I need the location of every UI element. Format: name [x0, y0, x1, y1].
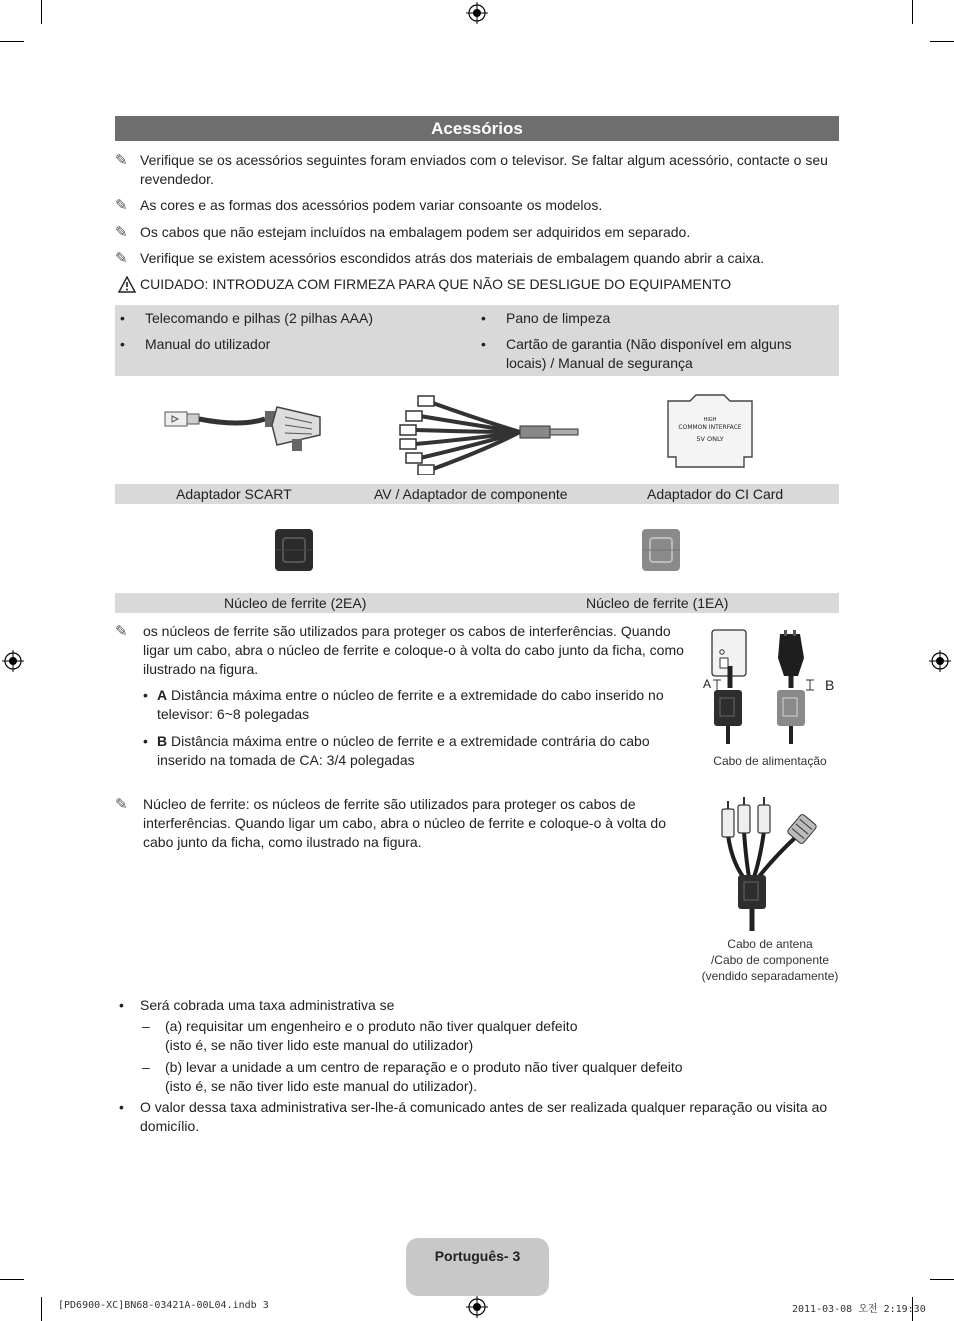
list-item: • O valor dessa taxa administrativa ser-lhe-á comunicado antes de ser realizada qualquer reparação ou visita ao domicílio. [119, 1099, 828, 1134]
crop-mark [0, 1279, 24, 1280]
caption-ferrite-2ea: Núcleo de ferrite (2EA) [224, 595, 367, 611]
caption-scart: Adaptador SCART [176, 486, 292, 502]
note-pencil-icon: ✎ [115, 250, 128, 267]
ci-card-label: 5V ONLY [696, 435, 724, 443]
diagram-label-a: A [703, 677, 712, 691]
note-item: ✎ Os cabos que não estejam incluídos na embalagem podem ser adquiridos em separado. [115, 224, 691, 241]
crop-mark [912, 0, 913, 24]
caption-ferrite-1ea: Núcleo de ferrite (1EA) [586, 595, 729, 611]
ferrite-core-dark-icon [274, 528, 314, 572]
ci-card-adapter-icon [662, 393, 758, 471]
registration-mark-icon [929, 650, 951, 672]
note-pencil-icon: ✎ [115, 197, 128, 214]
crop-mark [930, 41, 954, 42]
note-pencil-icon: ✎ [115, 224, 128, 241]
note-item: ✎ Verifique se existem acessórios escondidos atrás dos materiais de embalagem quando abrir a caixa. [115, 250, 765, 267]
note-pencil-icon: ✎ [115, 152, 128, 169]
note-pencil-icon: ✎ [115, 623, 128, 640]
caption-av-component: AV / Adaptador de componente [374, 486, 568, 502]
note-item: ✎ Verifique se os acessórios seguintes foram enviados com o televisor. Se faltar algum acessório, contacte o seu revendedor. [115, 152, 828, 187]
ferrite-core-gray-icon [641, 528, 681, 572]
list-item: – (b) levar a unidade a um centro de reparação e o produto não tiver qualquer defeito (isto é, se não tiver lido este manual do utilizador). [142, 1059, 683, 1094]
registration-mark-icon [2, 650, 24, 672]
scart-adapter-icon [160, 395, 330, 460]
caution-text: CUIDADO: INTRODUZA COM FIRMEZA PARA QUE NÃO SE DESLIGUE DO EQUIPAMENTO [140, 276, 732, 292]
list-item: • Manual do utilizador [120, 336, 271, 352]
registration-mark-icon [466, 1296, 488, 1318]
page-number-tab: Português- 3 [406, 1238, 549, 1296]
caption-bar [115, 484, 839, 504]
antenna-component-cable-diagram [712, 795, 827, 933]
list-item: • B Distância máxima entre o núcleo de ferrite e a extremidade contrária do cabo inserido na tomada de CA: 3/4 polegadas [143, 733, 650, 768]
ci-card-label: COMMON INTERFACE [678, 424, 742, 431]
note-pencil-icon: ✎ [115, 796, 128, 813]
crop-mark [41, 1297, 42, 1321]
list-item: • Telecomando e pilhas (2 pilhas AAA) [120, 310, 374, 326]
ci-card-label: HIGH [703, 417, 717, 423]
av-component-adapter-icon [390, 390, 590, 475]
list-item: • Pano de limpeza [481, 310, 611, 326]
registration-mark-icon [466, 2, 488, 24]
caption-ci-card: Adaptador do CI Card [647, 486, 784, 502]
ferrite-note-2: ✎ Núcleo de ferrite: os núcleos de ferrite são utilizados para proteger os cabos de interferências. Quando ligar um cabo, abra o núcleo de ferrite e coloque-o à volta do cabo junto da ficha, como ilustrado na figura. [115, 796, 666, 850]
section-title: Acessórios [115, 116, 839, 141]
file-slug: [PD6900-XC]BN68-03421A-00L04.indb 3 [58, 1300, 269, 1311]
note-item: ✎ As cores e as formas dos acessórios podem variar consoante os modelos. [115, 197, 603, 214]
warning-triangle-icon [118, 276, 136, 293]
crop-mark [0, 41, 24, 42]
power-cable-caption: Cabo de alimentação [713, 754, 827, 768]
diagram-label-b: B [825, 677, 835, 693]
timestamp-slug: 2011-03-08 오전 2:19:30 [792, 1304, 926, 1315]
accessories-list [115, 305, 839, 376]
caution-line [115, 275, 840, 294]
ferrite-note: ✎ os núcleos de ferrite são utilizados para proteger os cabos de interferências. Quando ligar um cabo, abra o núcleo de ferrite e coloque-o à volta do cabo junto da ficha, como ilustrado na figura. [115, 623, 684, 677]
caption-bar [115, 593, 839, 613]
crop-mark [930, 1279, 954, 1280]
list-item: • Será cobrada uma taxa administrativa se [119, 997, 395, 1013]
list-item: • Cartão de garantia (Não disponível em alguns locais) / Manual de segurança [481, 336, 792, 371]
crop-mark [41, 0, 42, 24]
power-cable-diagram [700, 628, 840, 746]
list-item: – (a) requisitar um engenheiro e o produto não tiver qualquer defeito (isto é, se não tiver lido este manual do utilizador) [142, 1018, 578, 1053]
antenna-caption: Cabo de antena /Cabo de componente (vendido separadamente) [701, 937, 839, 983]
list-item: • A Distância máxima entre o núcleo de ferrite e a extremidade do cabo inserido no televisor: 6~8 polegadas [143, 687, 664, 722]
